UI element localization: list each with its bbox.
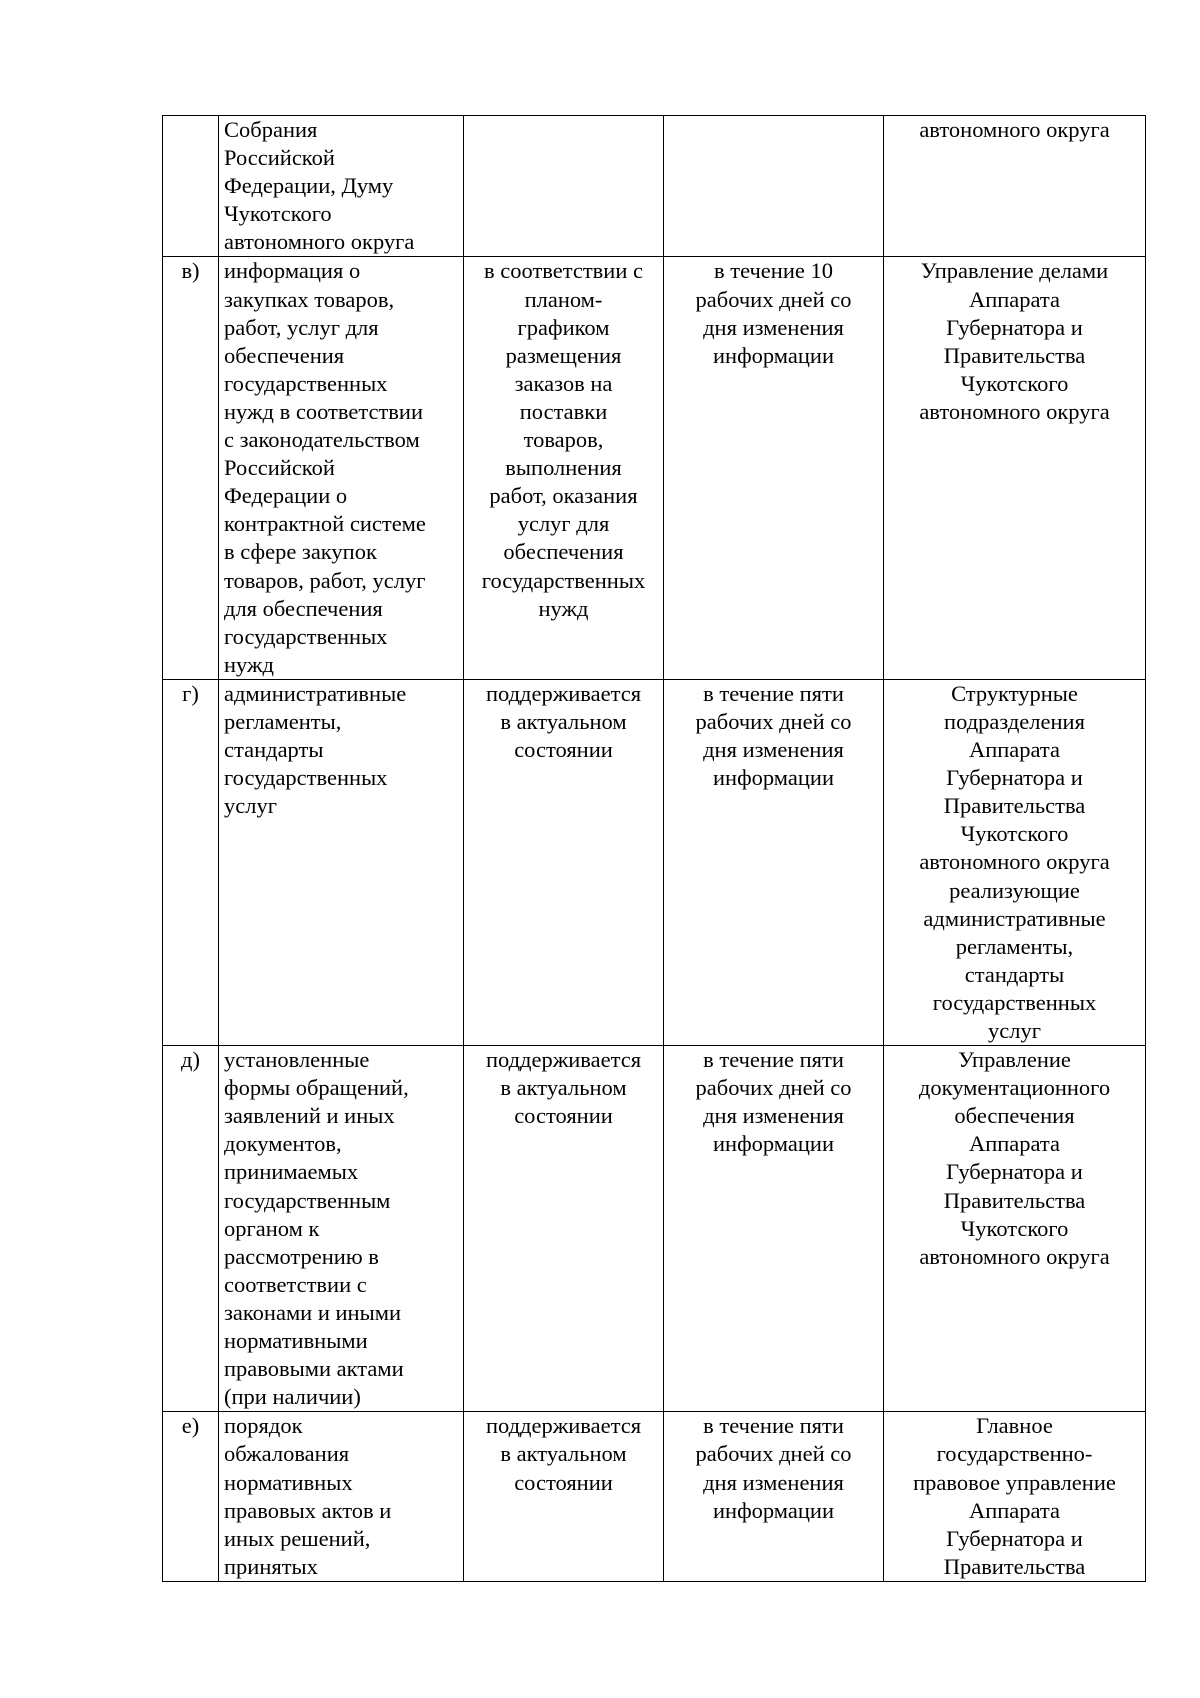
- text-line: услуг: [224, 793, 277, 819]
- item-name-cell: [219, 1046, 464, 1412]
- text-line: услуг для: [517, 511, 610, 537]
- text-line: дня изменения: [703, 1103, 844, 1129]
- update-frequency-cell: [464, 1412, 664, 1582]
- text-line: Чукотского: [960, 370, 1069, 396]
- text-line: в течение пяти: [703, 1047, 844, 1073]
- text-line: административные: [224, 680, 407, 706]
- text-line: рабочих дней со: [695, 1441, 852, 1467]
- text-line: Чукотского: [960, 1215, 1069, 1241]
- text-line: Аппарата: [968, 1497, 1061, 1523]
- table-row: [163, 679, 1146, 1045]
- text-line: Губернатора и: [946, 314, 1083, 340]
- text-line: состоянии: [514, 737, 613, 763]
- text-line: Собрания: [224, 117, 318, 142]
- table-row: [163, 1412, 1146, 1582]
- document-table: [162, 115, 1146, 1582]
- update-frequency-cell: [464, 1046, 664, 1412]
- text-line: государственных: [932, 989, 1097, 1015]
- text-line: информации: [712, 342, 834, 368]
- text-line: контрактной системе: [224, 511, 426, 537]
- text-line: нужд: [538, 595, 589, 621]
- item-name-cell: [219, 679, 464, 1045]
- text-line: поддерживается: [485, 1047, 642, 1073]
- text-line: государственным: [224, 1187, 391, 1213]
- text-line: подразделения: [944, 708, 1085, 734]
- update-deadline-cell: [664, 1412, 884, 1582]
- text-line: нормативных: [224, 1469, 353, 1495]
- text-line: нужд: [224, 651, 274, 677]
- update-frequency-cell: [464, 116, 664, 257]
- text-line: планом-: [524, 286, 603, 312]
- item-letter-cell: [163, 116, 219, 257]
- update-deadline-cell: [664, 257, 884, 679]
- text-line: информации: [712, 1497, 834, 1523]
- text-line: услуг: [988, 1018, 1041, 1043]
- responsible-unit-cell: [884, 1046, 1146, 1412]
- table-body: [163, 116, 1146, 1582]
- responsible-unit-cell: [884, 679, 1146, 1045]
- text-line: Губернатора и: [946, 765, 1083, 791]
- text-line: Управление: [958, 1047, 1071, 1073]
- text-line: регламенты,: [224, 708, 342, 734]
- text-line: формы обращений,: [224, 1075, 409, 1101]
- text-line: работ, услуг для: [224, 314, 379, 340]
- text-line: графиком: [517, 314, 610, 340]
- update-frequency-cell: [464, 257, 664, 679]
- text-line: принятых: [224, 1553, 318, 1579]
- text-line: Аппарата: [968, 737, 1061, 763]
- text-line: документов,: [224, 1131, 342, 1157]
- text-line: заказов на: [514, 370, 613, 396]
- text-line: Чукотского: [224, 201, 332, 227]
- text-line: регламенты,: [955, 933, 1074, 959]
- text-line: обеспечения: [503, 539, 624, 565]
- text-line: поддерживается: [485, 1413, 642, 1439]
- text-line: законами и иными: [224, 1299, 401, 1325]
- text-line: обжалования: [224, 1441, 350, 1467]
- item-letter-cell: е): [163, 1412, 219, 1582]
- text-line: Правительства: [943, 1187, 1086, 1213]
- text-line: заявлений и иных: [224, 1103, 395, 1129]
- text-line: стандарты: [964, 961, 1065, 987]
- text-line: документационного: [918, 1075, 1111, 1101]
- text-line: Федерации о: [224, 483, 348, 509]
- text-line: рабочих дней со: [695, 1075, 852, 1101]
- text-line: Управление делами: [920, 258, 1109, 284]
- text-line: дня изменения: [703, 314, 844, 340]
- text-line: государственных: [224, 765, 388, 791]
- text-line: правовыми актами: [224, 1356, 404, 1382]
- text-line: органом к: [224, 1215, 320, 1241]
- text-line: иных решений,: [224, 1525, 371, 1551]
- text-line: административные: [923, 905, 1106, 931]
- text-line: в актуальном: [500, 1441, 627, 1467]
- text-line: поставки: [519, 398, 608, 424]
- text-line: товаров, работ, услуг: [224, 567, 426, 593]
- text-line: Губернатора и: [946, 1159, 1083, 1185]
- text-line: стандарты: [224, 737, 324, 763]
- text-line: (при наличии): [224, 1384, 361, 1410]
- text-line: обеспечения: [224, 342, 345, 368]
- text-line: нужд в соответствии: [224, 398, 423, 424]
- text-line: Губернатора и: [946, 1525, 1083, 1551]
- text-line: информация о: [224, 258, 361, 284]
- table-row: [163, 116, 1146, 257]
- text-line: размещения: [505, 342, 622, 368]
- text-line: нормативными: [224, 1328, 368, 1354]
- text-line: принимаемых: [224, 1159, 359, 1185]
- update-deadline-cell: [664, 1046, 884, 1412]
- text-line: рабочих дней со: [695, 708, 852, 734]
- text-line: Правительства: [943, 1553, 1086, 1579]
- update-deadline-cell: [664, 679, 884, 1045]
- text-line: автономного округа: [919, 849, 1110, 875]
- text-line: Правительства: [943, 793, 1086, 819]
- text-line: соответствии с: [224, 1271, 367, 1297]
- text-line: Главное: [976, 1413, 1053, 1439]
- text-line: дня изменения: [703, 737, 844, 763]
- text-line: государственных: [224, 370, 388, 396]
- text-line: дня изменения: [703, 1469, 844, 1495]
- item-name-cell: [219, 257, 464, 679]
- text-line: для обеспечения: [224, 595, 383, 621]
- text-line: в течение 10: [713, 258, 833, 284]
- text-line: в течение пяти: [703, 680, 844, 706]
- text-line: реализующие: [949, 877, 1080, 903]
- text-line: автономного округа: [919, 1243, 1110, 1269]
- text-line: закупках товаров,: [224, 286, 395, 312]
- text-line: обеспечения: [954, 1103, 1075, 1129]
- update-deadline-cell: [664, 116, 884, 257]
- text-line: Аппарата: [968, 286, 1061, 312]
- text-line: информации: [712, 765, 834, 791]
- text-line: государственно-: [936, 1441, 1093, 1467]
- table-row: [163, 1046, 1146, 1412]
- text-line: Правительства: [943, 342, 1086, 368]
- text-line: автономного округа: [224, 229, 415, 255]
- text-line: правовое управление: [913, 1469, 1116, 1495]
- text-line: товаров,: [523, 427, 604, 453]
- text-line: состоянии: [514, 1103, 613, 1129]
- text-line: установленные: [224, 1047, 370, 1073]
- text-line: Российской: [224, 145, 335, 171]
- responsible-unit-cell: [884, 116, 1146, 257]
- text-line: автономного округа: [919, 117, 1110, 142]
- item-name-cell: [219, 1412, 464, 1582]
- text-line: информации: [712, 1131, 834, 1157]
- responsible-unit-cell: [884, 1412, 1146, 1582]
- text-line: Аппарата: [968, 1131, 1061, 1157]
- text-line: в сфере закупок: [224, 539, 377, 565]
- text-line: выполнения: [505, 455, 622, 481]
- item-name-cell: [219, 116, 464, 257]
- text-line: в актуальном: [500, 1075, 627, 1101]
- text-line: рассмотрению в: [224, 1243, 379, 1269]
- text-line: порядок: [224, 1413, 303, 1439]
- responsible-unit-cell: [884, 257, 1146, 679]
- text-line: состоянии: [514, 1469, 613, 1495]
- text-line: Российской: [224, 455, 335, 481]
- text-line: работ, оказания: [489, 483, 638, 509]
- text-line: поддерживается: [485, 680, 642, 706]
- table-row: [163, 257, 1146, 679]
- text-line: государственных: [481, 567, 646, 593]
- text-line: Федерации, Думу: [224, 173, 394, 199]
- text-line: государственных: [224, 623, 388, 649]
- text-line: в соответствии с: [484, 258, 643, 284]
- item-letter-cell: в): [163, 257, 219, 679]
- text-line: Чукотского: [960, 821, 1069, 847]
- item-letter-cell: г): [163, 679, 219, 1045]
- text-line: рабочих дней со: [695, 286, 852, 312]
- text-line: Структурные: [951, 680, 1078, 706]
- text-line: с законодательством: [224, 427, 420, 453]
- text-line: в течение пяти: [703, 1413, 844, 1439]
- text-line: правовых актов и: [224, 1497, 392, 1523]
- text-line: в актуальном: [500, 708, 627, 734]
- item-letter-cell: д): [163, 1046, 219, 1412]
- update-frequency-cell: [464, 679, 664, 1045]
- text-line: автономного округа: [919, 398, 1110, 424]
